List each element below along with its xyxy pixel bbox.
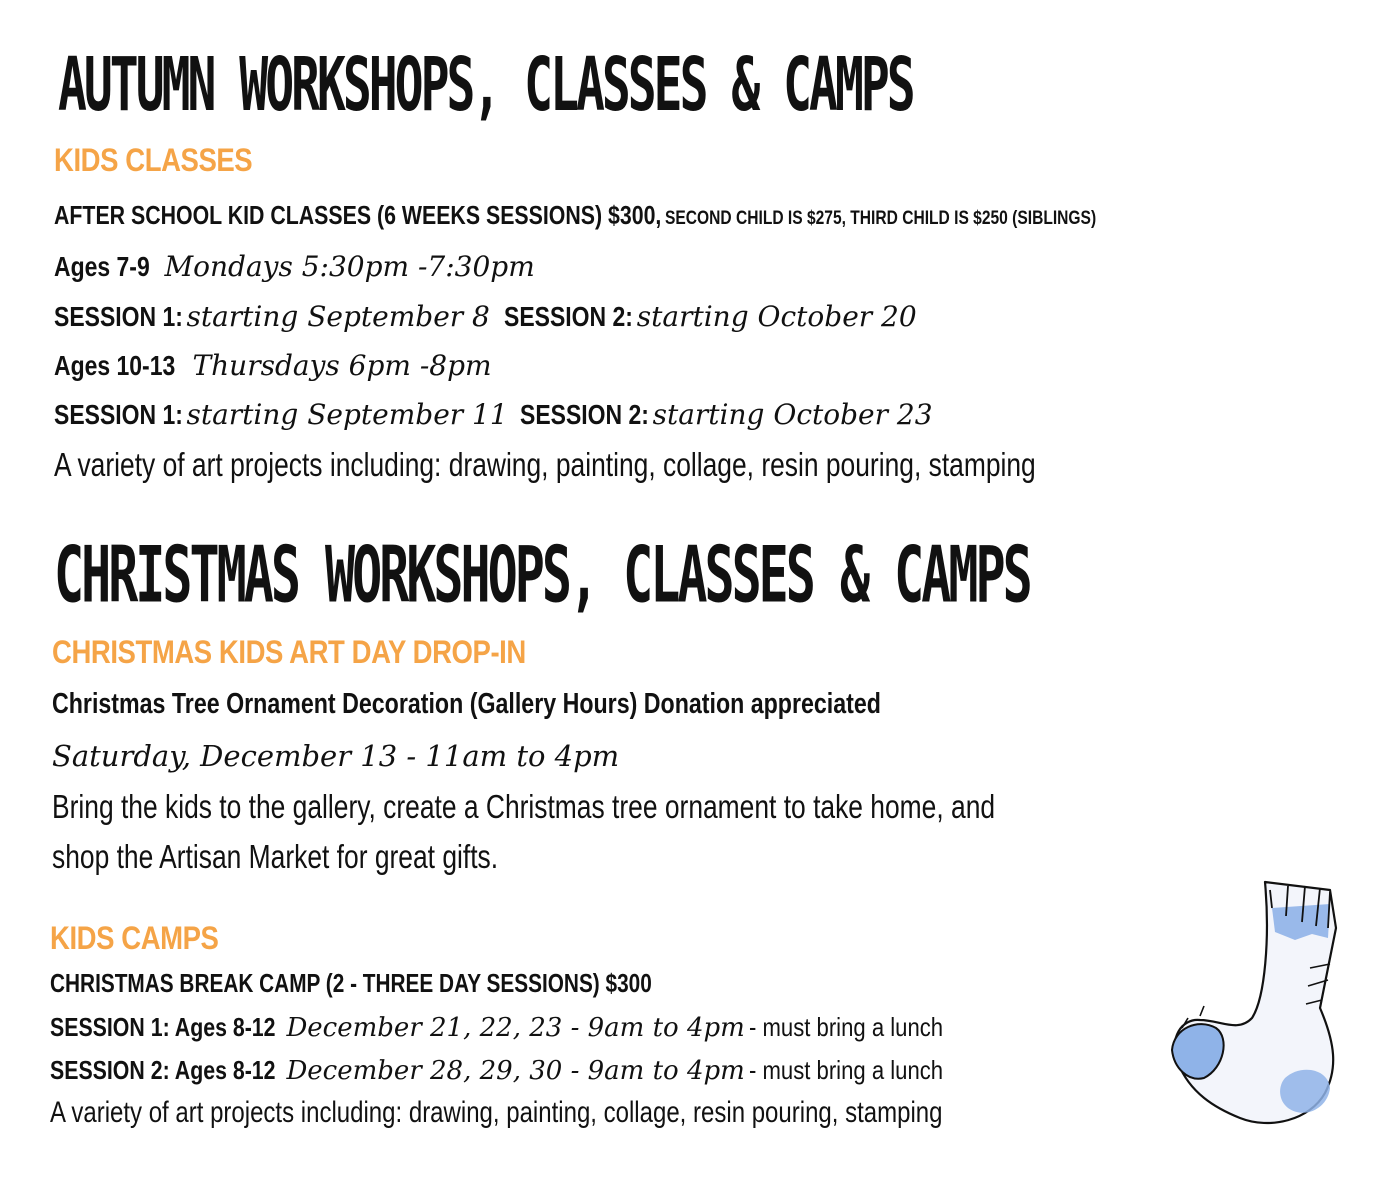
- group1-s1-date: starting September 8: [186, 300, 490, 333]
- group1-line: [54, 250, 535, 283]
- camp-s2-label: SESSION 2: Ages 8-12: [50, 1055, 276, 1085]
- autumn-title: AUTUMN WORKSHOPS, CLASSES & CAMPS: [58, 42, 913, 129]
- drop-in-date: Saturday, December 13 - 11am to 4pm: [52, 739, 620, 773]
- group2-s1-date: starting September 11: [186, 398, 508, 431]
- after-school-line: [54, 200, 1096, 231]
- group1-s1-label: SESSION 1:: [54, 301, 183, 332]
- group2-line: [54, 349, 492, 382]
- group2-s2-label: SESSION 2:: [520, 399, 650, 430]
- camp-title: CHRISTMAS BREAK CAMP (2 - THREE DAY SESSIONS) $300: [50, 968, 652, 998]
- camp-s2-dates: December 28, 29, 30 - 9am to 4pm: [286, 1056, 745, 1086]
- camp-session1: [50, 1012, 978, 1043]
- camp-s1-label: SESSION 1: Ages 8-12: [50, 1012, 276, 1042]
- group1-s2-label: SESSION 2:: [504, 301, 634, 332]
- kids-classes-description: A variety of art projects including: drawing, painting, collage, resin pouring, stamping: [54, 446, 1036, 483]
- christmas-title: CHRISTMAS WORKSHOPS, CLASSES & CAMPS: [54, 530, 1030, 620]
- group1-s2-date: starting October 20: [636, 300, 917, 333]
- camp-description: A variety of art projects including: drawing, painting, collage, resin pouring, stamping: [50, 1096, 943, 1129]
- drop-in-heading: CHRISTMAS KIDS ART DAY DROP-IN: [52, 634, 526, 670]
- kids-classes-heading: KIDS CLASSES: [54, 142, 253, 178]
- christmas-stocking-icon: [1160, 868, 1360, 1138]
- camp-session2: [50, 1055, 978, 1086]
- drop-in-subtitle: Christmas Tree Ornament Decoration (Gallery Hours) Donation appreciated: [52, 688, 881, 720]
- group2-time: Thursdays 6pm -8pm: [192, 349, 492, 382]
- after-school-main: AFTER SCHOOL KID CLASSES (6 WEEKS SESSIONS) $300,: [54, 200, 662, 230]
- group2-s2-date: starting October 23: [652, 398, 933, 431]
- after-school-note: SECOND CHILD IS $275, THIRD CHILD IS $250 (SIBLINGS): [665, 208, 1097, 229]
- group1-sessions: [54, 300, 917, 333]
- group2-sessions: [54, 398, 933, 431]
- group1-time: Mondays 5:30pm -7:30pm: [164, 250, 535, 283]
- kids-camps-heading: KIDS CAMPS: [50, 920, 219, 956]
- group1-age: Ages 7-9: [54, 251, 150, 282]
- camp-s1-dates: December 21, 22, 23 - 9am to 4pm: [286, 1013, 745, 1043]
- drop-in-description-2: shop the Artisan Market for great gifts.: [52, 838, 499, 875]
- group2-s1-label: SESSION 1:: [54, 399, 183, 430]
- drop-in-description-1: Bring the kids to the gallery, create a Christmas tree ornament to take home, and: [52, 788, 996, 825]
- camp-s2-note: - must bring a lunch: [749, 1055, 944, 1085]
- group2-age: Ages 10-13: [54, 350, 176, 381]
- camp-s1-note: - must bring a lunch: [749, 1012, 944, 1042]
